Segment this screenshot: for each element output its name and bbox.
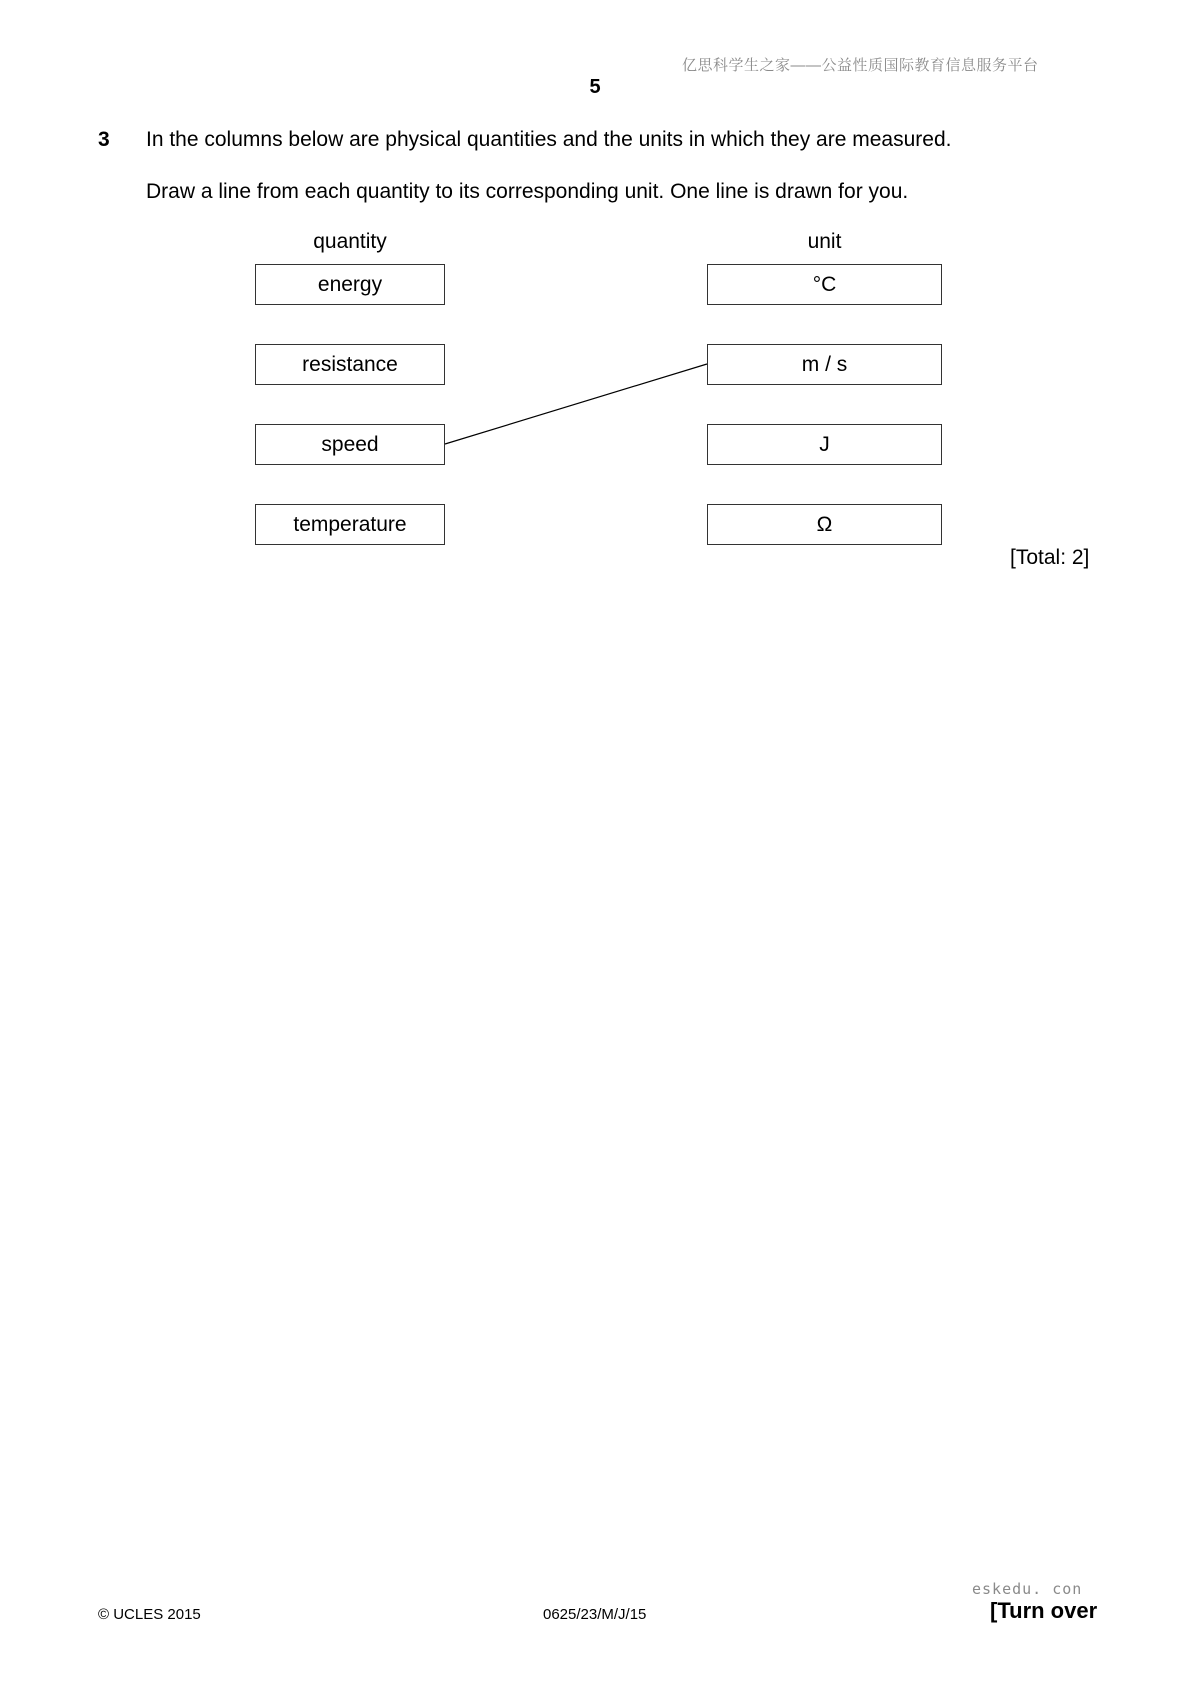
quantity-box-resistance[interactable]: resistance [255,344,445,385]
quantity-box-temperature[interactable]: temperature [255,504,445,545]
question-number: 3 [98,128,110,151]
watermark-top: 亿思科学生之家——公益性质国际教育信息服务平台 [682,57,1039,74]
quantity-box-energy[interactable]: energy [255,264,445,305]
page-number: 5 [589,76,601,98]
footer-paper-code: 0625/23/M/J/15 [543,1606,647,1623]
unit-box-joule[interactable]: J [707,424,942,465]
unit-box-metres-per-second[interactable]: m / s [707,344,942,385]
unit-heading: unit [807,230,842,253]
footer-copyright: © UCLES 2015 [98,1606,201,1623]
unit-box-celsius[interactable]: °C [707,264,942,305]
watermark-bottom: eskedu. con [972,1580,1083,1598]
question-text: In the columns below are physical quantities and the units in which they are measured. [146,128,952,151]
question-instruction: Draw a line from each quantity to its corresponding unit. One line is drawn for you. [146,180,909,203]
quantity-box-speed[interactable]: speed [255,424,445,465]
match-line-speed-to-ms [445,364,707,444]
unit-box-ohm[interactable]: Ω [707,504,942,545]
total-marks: [Total: 2] [1010,546,1090,569]
turn-over-label: [Turn over [990,1598,1098,1623]
quantity-heading: quantity [313,230,387,253]
